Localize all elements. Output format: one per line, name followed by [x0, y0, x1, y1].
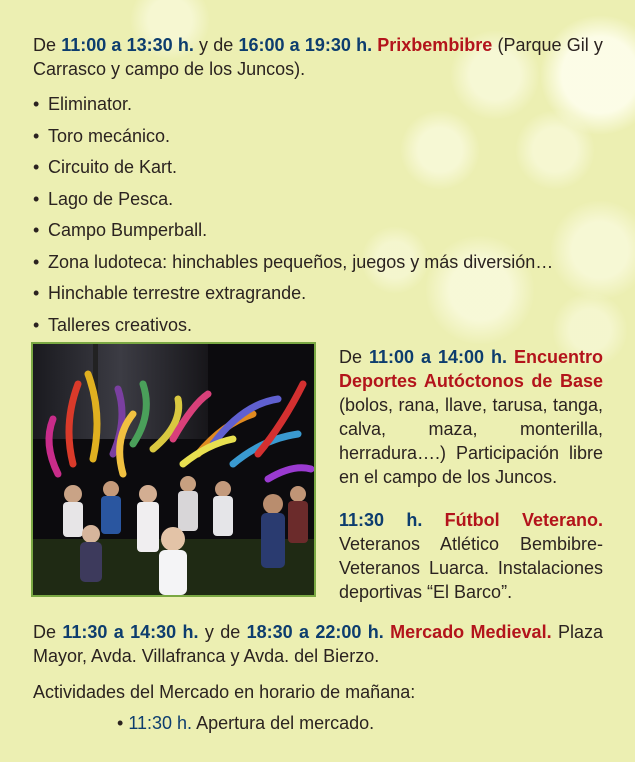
deportes-de: De [339, 347, 363, 367]
intro-event-name: Prixbembibre [377, 35, 493, 55]
photo-illustration [33, 344, 314, 595]
deportes-event-name: Encuentro Deportes Autóctonos de Base [339, 347, 603, 391]
mercado-de: De [33, 622, 57, 642]
futbol-paragraph [339, 508, 603, 604]
intro-place: (Parque Gil y Carrasco y campo de los Juncos). [33, 35, 603, 79]
deportes-description: (bolos, rana, llave, tarusa, tanga, calva, maza, monterilla, herradura….) Participación libre en el campo de los Juncos. [339, 395, 603, 487]
deportes-paragraph [339, 345, 603, 489]
balloon-party-photo [31, 342, 316, 597]
intro-time-1: 11:00 a 13:30 h. [61, 35, 194, 55]
prixbembibre-paragraph [33, 33, 603, 81]
mercado-place: Plaza Mayor, Avda. Villafranca y Avda. del Bierzo. [33, 622, 603, 666]
mercado-activities-heading: Actividades del Mercado en horario de mañana: [33, 682, 416, 702]
futbol-time: 11:30 h. [339, 510, 423, 530]
mercado-activity-text: Apertura del mercado. [196, 713, 375, 733]
intro-y-de: y de [199, 35, 234, 55]
futbol-event-name: Fútbol Veterano. [444, 510, 603, 530]
list-item: • Hinchable terrestre extragrande. [33, 281, 553, 313]
mercado-time-2: 18:30 a 22:00 h. [246, 622, 384, 642]
list-item: • Campo Bumperball. [33, 218, 553, 250]
list-item: • Toro mecánico. [33, 124, 553, 156]
mercado-event-name: Mercado Medieval. [390, 622, 552, 642]
list-item: • Talleres creativos. [33, 313, 553, 345]
mercado-y-de: y de [204, 622, 241, 642]
list-item: • Zona ludoteca: hinchables pequeños, juegos y más diversión… [33, 250, 553, 282]
mercado-time-1: 11:30 a 14:30 h. [62, 622, 199, 642]
intro-de: De [33, 35, 57, 55]
bullet-icon: • [117, 713, 124, 733]
deportes-time: 11:00 a 14:00 h. [369, 347, 507, 367]
list-item: • Circuito de Kart. [33, 155, 553, 187]
mercado-activity-time: 11:30 h. [128, 713, 193, 733]
intro-time-2: 16:00 a 19:30 h. [238, 35, 373, 55]
mercado-paragraph [33, 620, 603, 668]
list-item: • Eliminator. [33, 92, 553, 124]
activities-list [33, 92, 553, 344]
futbol-description: Veteranos Atlético Bembibre-Veteranos Luarca. Instalaciones deportivas “El Barco”. [339, 534, 603, 602]
mercado-activity-item [117, 711, 374, 735]
list-item: • Lago de Pesca. [33, 187, 553, 219]
